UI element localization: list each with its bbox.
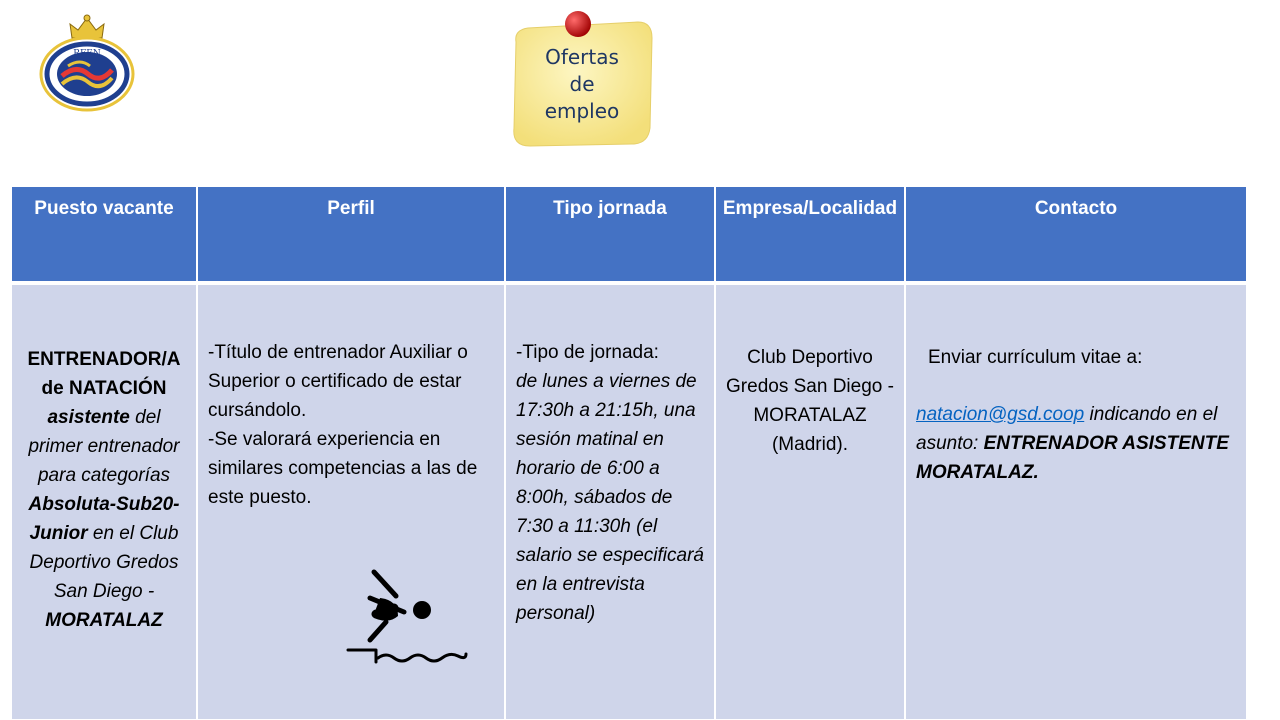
- swimmer-icon: [346, 568, 468, 668]
- position-desc-2: en el Club Deportivo Gredos San Diego -: [29, 523, 179, 602]
- perfil-line-2: -Se valorará experiencia en similares competencias a las de este puesto.: [208, 429, 478, 508]
- job-offers-note: [508, 10, 656, 148]
- note-line-2: de: [569, 72, 595, 96]
- contacto-details: [916, 400, 1236, 487]
- header-puesto-vacante: Puesto vacante: [12, 187, 196, 281]
- header-contacto: Contacto: [906, 187, 1246, 281]
- contacto-intro: Enviar currículum vitae a:: [928, 347, 1143, 368]
- header-tipo-jornada: Tipo jornada: [506, 187, 714, 281]
- cell-empresa-localidad: [716, 285, 904, 719]
- perfil-line-1: -Título de entrenador Auxiliar o Superior o certificado de estar cursándolo.: [208, 342, 468, 421]
- email-link[interactable]: natacion@gsd.coop: [916, 404, 1085, 425]
- position-title: ENTRENADOR/A de NATACIÓN: [27, 349, 181, 399]
- jornada-label: -Tipo de jornada:: [516, 342, 659, 363]
- note-line-1: Ofertas: [545, 45, 619, 69]
- header-empresa-localidad: Empresa/Localidad: [716, 187, 904, 281]
- cell-puesto-vacante: [12, 285, 196, 719]
- logo-text: RFEN: [73, 49, 101, 59]
- job-offer-table: [12, 187, 1244, 715]
- pin-icon: [565, 11, 591, 37]
- cell-tipo-jornada: [506, 285, 714, 719]
- contacto-subject: ENTRENADOR ASISTENTE MORATALAZ.: [916, 433, 1229, 483]
- position-role: asistente: [47, 407, 130, 428]
- jornada-detail: de lunes a viernes de 17:30h a 21:15h, una sesión matinal en horario de 6:00 a 8:00h, sábados de 7:30 a 11:30h (el salario se especificará en la entrevista personal): [516, 371, 704, 624]
- rfen-logo-icon: [38, 12, 136, 112]
- position-location: MORATALAZ: [45, 610, 163, 631]
- empresa-text: Club Deportivo Gredos San Diego - MORATALAZ (Madrid).: [726, 347, 894, 455]
- note-line-3: empleo: [544, 99, 620, 123]
- position-desc-1: del primer entrenador para categorías: [28, 407, 180, 486]
- position-categories: Absoluta-Sub20-Junior: [28, 494, 180, 544]
- cell-contacto: [906, 285, 1246, 719]
- contacto-mid: indicando en el asunto:: [916, 404, 1218, 454]
- header-perfil: Perfil: [198, 187, 504, 281]
- cell-perfil: [198, 285, 504, 719]
